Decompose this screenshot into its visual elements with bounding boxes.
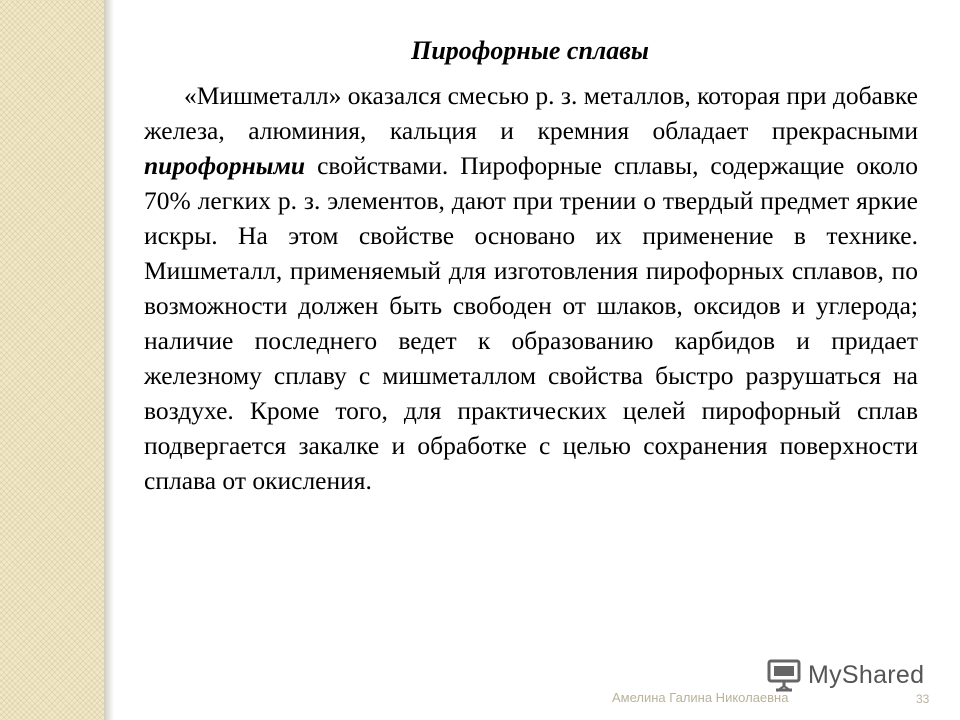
logo-text: MyShared: [808, 660, 925, 689]
slide-body-paragraph: [144, 78, 918, 498]
myshared-logo[interactable]: [766, 656, 924, 694]
decorative-side-band: [0, 0, 104, 720]
paragraph-text-after: свойствами. Пирофорные сплавы, содержащие около 70% легких р. з. элементов, дают при трении о твердый предмет яркие искры. На этом свойстве основано их применение в технике. Мишметалл, применяемый для изготовления пирофорных сплавов, по возможности должен быть свободен от шлаков, оксидов и углерода; наличие последнего ведет к образованию карбидов и придает железному сплаву с мишметаллом свойства быстро разрушаться на воздухе. Кроме того, для практических целей пирофорный сплав подвергается закалке и обработке с целью сохранения поверхности сплава от окисления.: [144, 151, 918, 495]
paragraph-emphasis: пирофорными: [144, 151, 306, 180]
presentation-board-icon: [766, 657, 802, 693]
page-number: 33: [916, 692, 930, 706]
slide-title: Пирофорные сплавы: [411, 36, 649, 65]
paragraph-text-before: «Мишметалл» оказался смесью р. з. металлов, которая при добавке железа, алюминия, кальция и кремния обладает прекрасными: [144, 81, 918, 145]
side-band-shadow: [104, 0, 114, 720]
author-name: Амелина Галина Николаевна: [612, 690, 789, 705]
